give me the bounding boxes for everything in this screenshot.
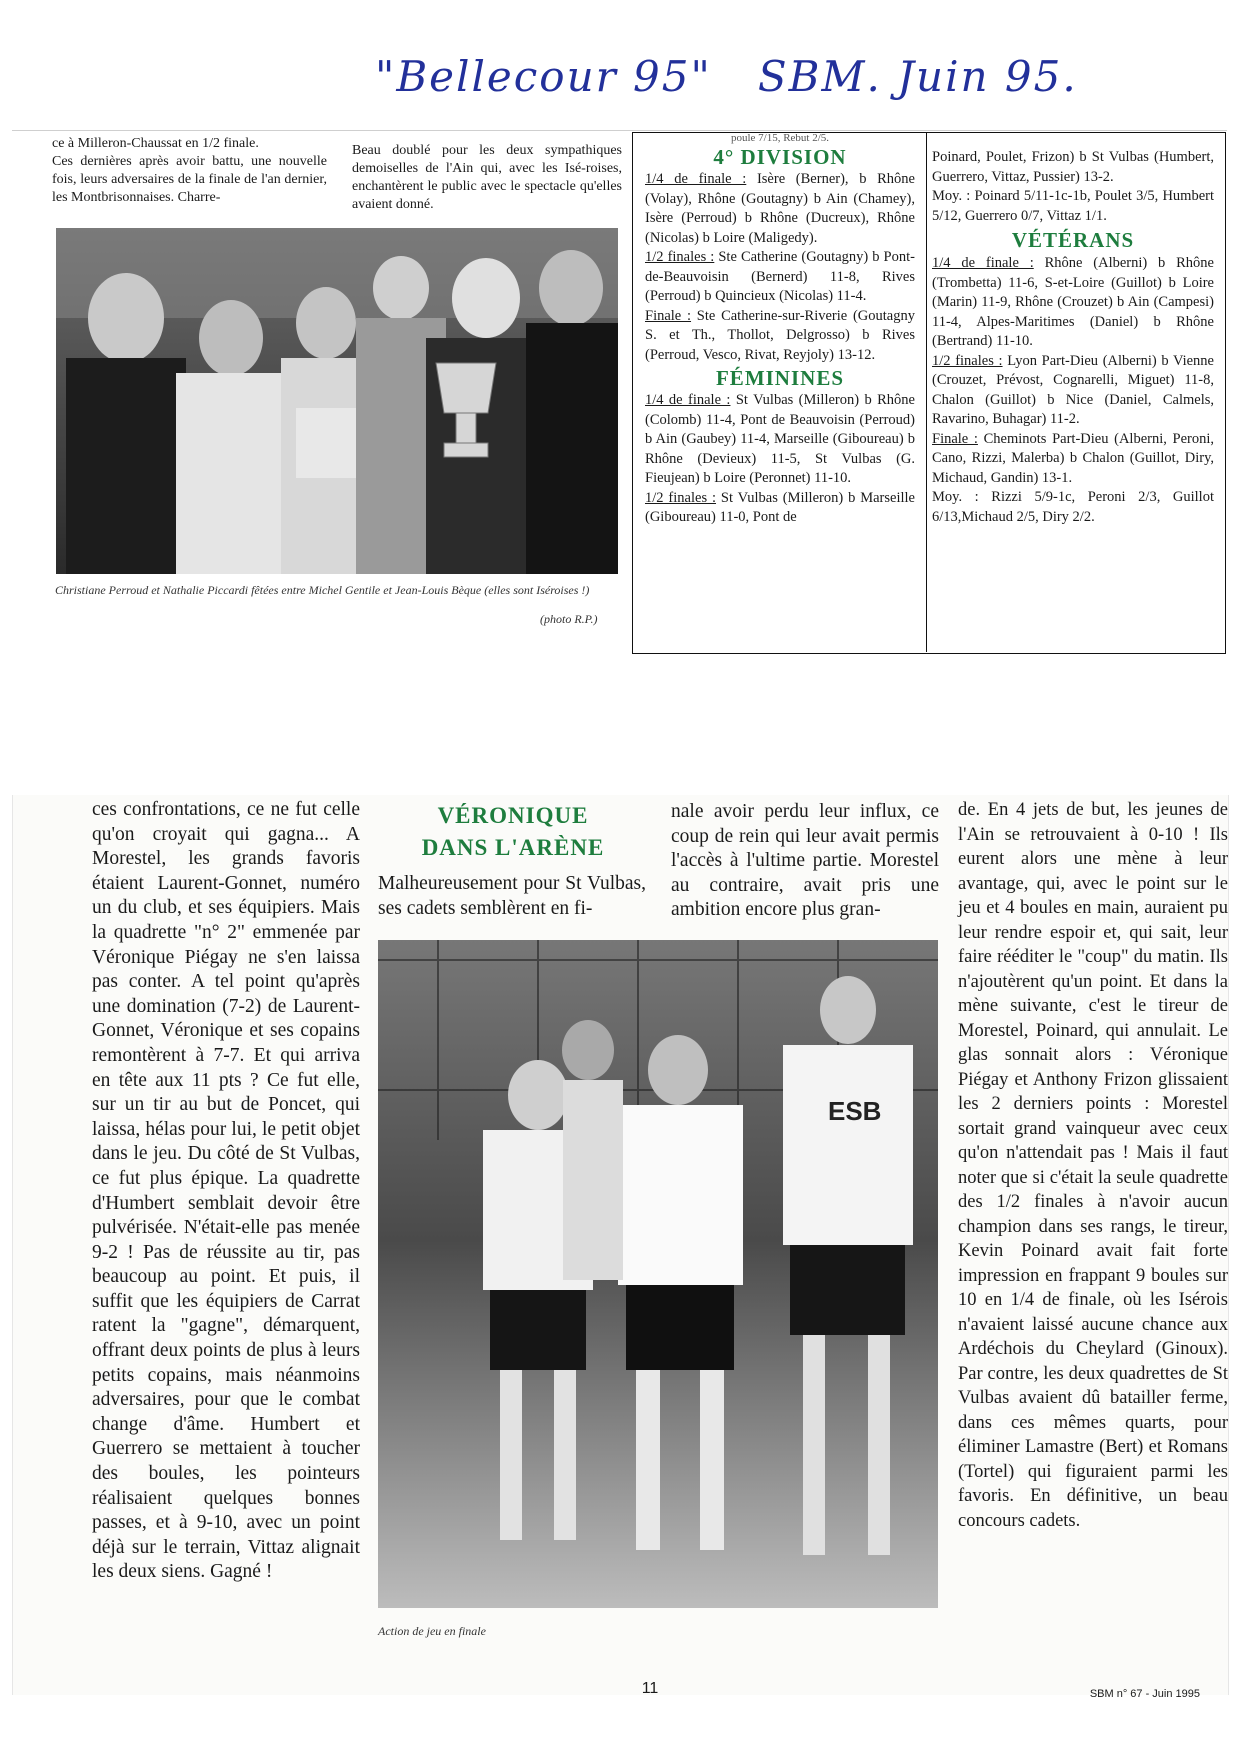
bottom-col2-intro [378,872,646,921]
fem-semi-text: St Vulbas (Milleron) b Marseille (Giboureau) 11-0, Pont de [645,489,915,525]
top-col1-para: Ces dernières après avoir battu, une nouvelle fois, leurs adversaires de la finale de l'an dernier, les Montbrisonnaises. Charre- [52,154,327,205]
col4-top: Poinard, Poulet, Frizon) b St Vulbas (Humbert, Guerrero, Vittaz, Pussier) 13-2. [932,149,1214,185]
action-photo-caption: Action de jeu en finale [378,1624,486,1638]
div4-final-label: Finale : [645,307,692,324]
results-divider [926,132,927,652]
top-col1 [52,135,327,207]
vet-quarter-text: Rhône (Alberni) b Rhône (Trombetta) 11-6, S-et-Loire (Guillot) b Loire (Marin) 11-9, Rhône (Crouzet) b Ain (Campesi) 11-4, Alpes-Maritimes (Daniel) b Rhône (Bertrand) 11-10. [932,255,1214,349]
vet-quarter-label: 1/4 de finale : [932,255,1034,271]
div4-quarter-label: 1/4 de finale : [645,171,747,187]
bottom-col1 [92,798,360,1585]
cut-line: poule 7/15, Rebut 2/5. [730,132,830,144]
top-col2-para: Beau doublé pour les deux sympathiques demoiselles de l'Ain qui, avec les Isé-roises, enchantèrent le public avec le spectacle qu'elles avaient donné. [352,143,622,212]
fem-semi-label: 1/2 finales : [645,489,717,506]
col4-moy: Moy. : Poinard 5/11-1c-1b, Poulet 3/5, Humbert 5/12, Guerrero 0/7, Vittaz 1/1. [932,188,1214,224]
div4-semi-text: Ste Catherine (Goutagny) b Pont-de-Beauvoisin (Bernerd) 11-8, Rives (Perroud) b Quincieux (Nicolas) 11-4. [645,249,915,304]
fem-quarter-text: St Vulbas (Milleron) b Rhône (Colomb) 11-4, Pont de Beauvoisin (Perroud) b Ain (Gaubey) 11-4, Marseille (Giboureau) b Rhône (Devieux) 11-5, St Vulbas (G. Fieujean) b Loire (Peronnet) 11-10. [645,392,915,486]
vet-semi-label: 1/2 finales : [932,352,1003,369]
results-col-right [932,148,1214,527]
top-col1-line: ce à Milleron-Chaussat en 1/2 finale. [52,136,259,151]
vet-moy: Moy. : Rizzi 5/9-1c, Peroni 2/3, Guillot 6/13,Michaud 2/5, Diry 2/2. [932,489,1214,525]
vet-semi [932,352,1214,430]
headline-line1: VÉRONIQUE [437,803,589,828]
bottom-col3-intro [671,800,939,923]
action-photo-illustration [378,940,938,1608]
bottom-col2-text: Malheureusement pour St Vulbas, ses cadets semblèrent en fi- [378,873,646,919]
shirt-logo: ESB [828,1096,882,1126]
handwritten-annotation: "Bellecour 95" SBM. Juin 95. [375,52,1078,101]
vet-semi-text: Lyon Part-Dieu (Alberni) b Vienne (Crouzet, Prévost, Cognarelli, Miguet) 11-8, Chalon (Guillot) b Nice (Daniel, Calmels, Ravarino, Buhagar) 11-2. [932,352,1214,427]
results-col-left [645,132,915,528]
fem-quarter-label: 1/4 de finale : [645,392,731,408]
bottom-col4-text: de. En 4 jets de but, les jeunes de l'Ain se retrouvaient à 0-10 ! Ils eurent alors une mène à leur avantage, qui, avec le point sur le jeu et 4 boules en main, auraient pu leur rendre espoir et, qui sait, leur faire rééditer le "coup" du matin. Ils n'ajoutèrent qu'un point. Et dans la mène suivante, c'est le tireur de Morestel, Poinard, qui annulait. Le glas sonnait alors : Véronique Piégay et Anthony Frizon glissaient les 2 derniers points : Morestel sortait grand vainqueur avec ceux qu'on n'attendait pas ! Mais il faut noter que si c'était la seule quadrette des 1/2 finales à n'avoir aucun champion dans ses rangs, le tireur, Kevin Poinard avait fait forte impression en frappant 9 boules sur 10 en 1/4 de finale, où les Isérois n'avaient laissé aucune chance aux Ardéchois du Cheylard (Ginoux). Par contre, les deux quadrettes de St Vulbas avaient dû batailler ferme, dans ces mêmes quarts, pour éliminer Lamastre (Bert) et Romans (Tortel) qui figuraient parmi les favoris. En définitive, un beau concours cadets. [958,800,1228,1531]
action-photo [378,940,938,1608]
bottom-col3-text: nale avoir perdu leur influx, ce coup de rein qui leur avait permis l'accès à l'ultime partie. Morestel au contraire, avait pris une ambition encore plus gran- [671,801,939,921]
div4-semi [645,248,915,307]
fem-semi [645,489,915,528]
vet-final-label: Finale : [932,430,978,447]
div4-final-text: Ste Catherine-sur-Riverie (Goutagny S. et Th., Thollot, Delgrosso) b Rives (Perroud, Vesco, Rivat, Reyjoly) 13-12. [645,307,915,363]
vet-quarter [932,254,1214,352]
div4-quarter-text: Isère (Berner), b Rhône (Volay), Rhône (Goutagny) b Ain (Chamey), Isère (Perroud) b Rhône (Ducreux), Rhône (Nicolas) b Loire (Maligedy). [645,171,915,246]
fem-title: FÉMININES [715,366,845,390]
vet-title: VÉTÉRANS [1011,228,1135,252]
div4-final [645,307,915,366]
article-headline [378,800,648,864]
fem-quarter [645,391,915,489]
top-col2 [352,142,622,214]
group-photo-credit: (photo R.P.) [540,612,598,626]
div4-title: 4° DIVISION [713,145,847,169]
page-number: 11 [641,1680,659,1697]
group-photo-caption: Christiane Perroud et Nathalie Piccardi fêtées entre Michel Gentile et Jean-Louis Bèque (elles sont Iséroises !) [55,583,590,597]
group-photo [56,228,618,574]
vet-final [932,430,1214,489]
headline-line2: DANS L'ARÈNE [421,835,605,860]
issue-label: SBM n° 67 - Juin 1995 [1089,1688,1200,1700]
vet-final-text: Cheminots Part-Dieu (Alberni, Peroni, Cano, Rizzi, Malerba) b Chalon (Guillot, Diry, Michaud, Gandin) 13-1. [932,430,1214,486]
bottom-col4 [958,798,1228,1533]
group-photo-illustration [56,228,618,574]
div4-quarter [645,170,915,248]
bottom-col1-text: ces confrontations, ce ne fut celle qu'on croyait qui gagna... A Morestel, les grands favoris étaient Laurent-Gonnet, numéro un du club, et ses équipiers. Mais la quadrette "n° 2" emmenée par Véronique Piégay ne s'en laissa pas conter. A tel point qu'après une domination (7-2) de Laurent-Gonnet, Véronique et ses copains remontèrent à 7-7. Et qui arriva en tête aux 11 pts ? Ce fut elle, sur un tir au but de Poncet, qui laissa, hélas pour lui, le petit objet dans le jeu. Du côté de St Vulbas, ce fut plus épique. La quadrette d'Humbert semblait devoir être pulvérisée. N'était-elle pas menée 9-2 ! Pas de réussite au tir, pas beaucoup au point. Et puis, il suffit que les équipiers de Carrat ratent la "gagne", démarquent, offrant deux points de plus à leurs petits copains, mais néanmoins adversaires, pour que le combat change d'âme. Humbert et Guerrero se mettaient à toucher des boules, les pointeurs réalisaient quelques bonnes passes, et à 9-10, avec un point déjà sur le terrain, Vittaz alignait les deux siens. Gagné ! [92,799,360,1583]
div4-semi-label: 1/2 finales : [645,249,715,265]
